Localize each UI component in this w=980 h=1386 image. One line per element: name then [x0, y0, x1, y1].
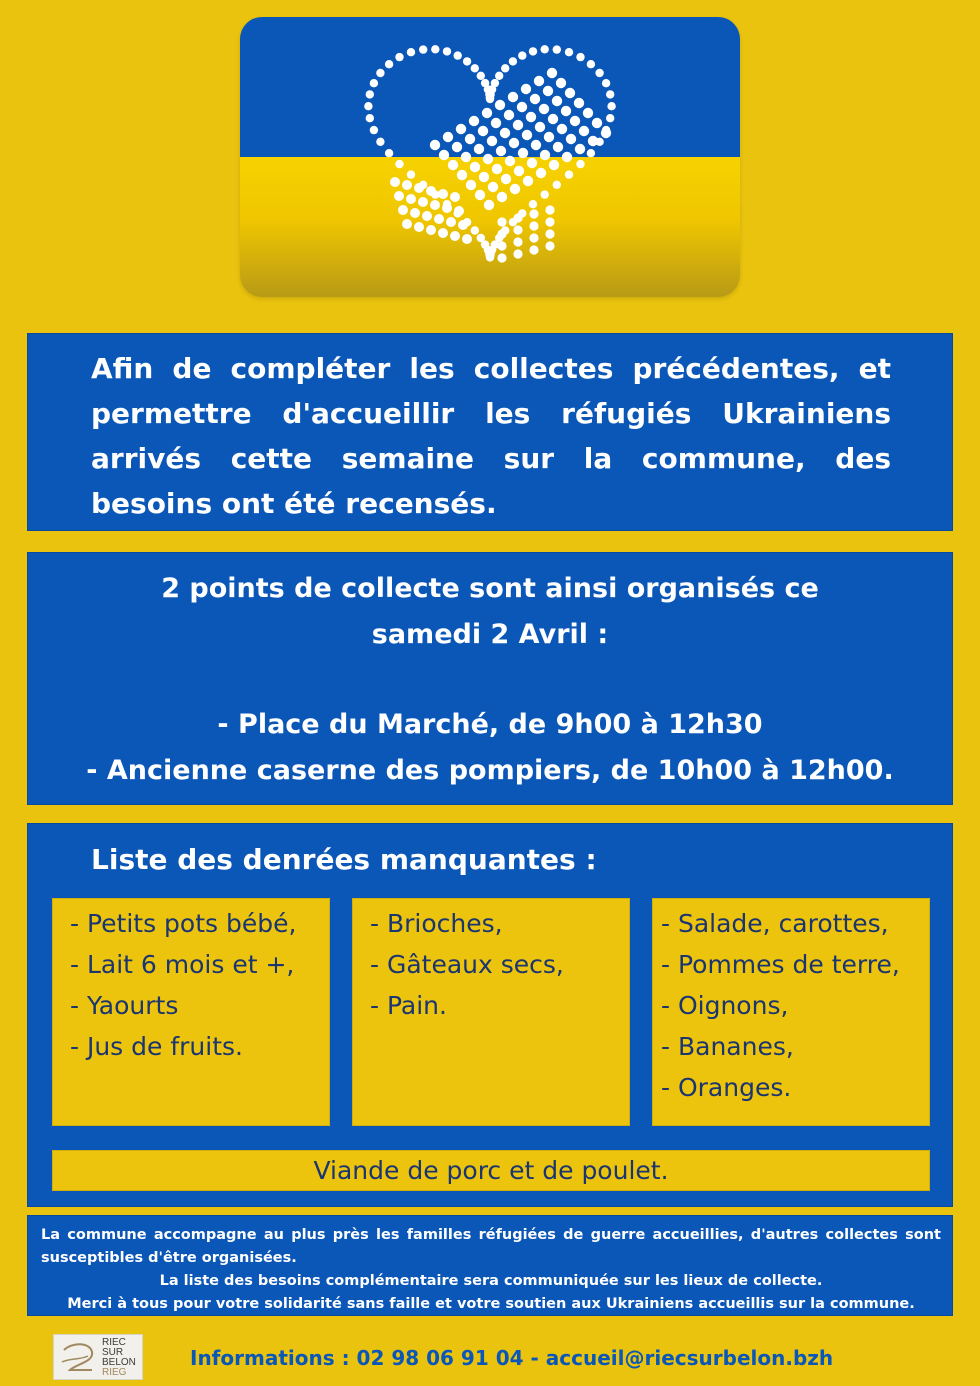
footer-paragraph-1: La commune accompagne au plus près les familles réfugiées de guerre accueillies, d'autres collectes sont susceptibles d'être organisées.: [41, 1227, 941, 1266]
contact-info: Informations : 02 98 06 91 04 - accueil@riecsurbelon.bzh: [190, 1346, 834, 1370]
logo-line: SUR: [102, 1347, 124, 1358]
needs-column-1: [52, 898, 330, 1126]
collection-line-1: 2 points de collecte sont ainsi organisés ce: [161, 573, 819, 604]
ukraine-flag: [240, 17, 740, 297]
list-item: - Petits pots bébé,: [70, 909, 297, 938]
list-item: - Bananes,: [661, 1032, 794, 1061]
commune-logo: [53, 1334, 143, 1380]
footer-paragraph-3: Merci à tous pour votre solidarité sans faille et votre soutien aux Ukrainiens accueillis sur la commune.: [67, 1296, 915, 1312]
list-item: - Pommes de terre,: [661, 950, 900, 979]
logo-line: RIEG: [102, 1367, 127, 1378]
logo-line: RIEC: [102, 1337, 126, 1348]
intro-text: Afin de compléter les collectes précédentes, et permettre d'accueillir les réfugiés Ukrainiens arrivés cette semaine sur la commune, des besoins ont été recensés.: [91, 352, 891, 520]
needs-column-3: [652, 898, 930, 1126]
collection-point-2: - Ancienne caserne des pompiers, de 10h00 à 12h00.: [86, 755, 894, 786]
needs-title: Liste des denrées manquantes :: [91, 843, 597, 876]
collection-panel: [27, 552, 953, 805]
footer-panel: [27, 1215, 953, 1316]
list-item: - Salade, carottes,: [661, 909, 889, 938]
list-item: - Brioches,: [370, 909, 503, 938]
meat-needs: Viande de porc et de poulet.: [52, 1150, 930, 1191]
list-item: - Oranges.: [661, 1073, 792, 1102]
collection-date: samedi 2 Avril :: [371, 619, 609, 650]
intro-panel: [27, 333, 953, 531]
logo-text: [102, 1338, 136, 1378]
footer-text: [41, 1224, 941, 1316]
needs-panel: [27, 823, 953, 1207]
needs-column-2: [352, 898, 630, 1126]
list-item: - Oignons,: [661, 991, 789, 1020]
logo-swirl-icon: [58, 1340, 98, 1376]
footer-paragraph-2: La liste des besoins complémentaire sera communiquée sur les lieux de collecte.: [159, 1273, 823, 1289]
heart-handshake-icon: [240, 17, 740, 297]
list-item: - Pain.: [370, 991, 447, 1020]
list-item: - Yaourts: [70, 991, 179, 1020]
list-item: - Lait 6 mois et +,: [70, 950, 295, 979]
logo-line: BELON: [102, 1357, 136, 1368]
list-item: - Gâteaux secs,: [370, 950, 564, 979]
list-item: - Jus de fruits.: [70, 1032, 243, 1061]
collection-point-1: - Place du Marché, de 9h00 à 12h30: [217, 709, 763, 740]
